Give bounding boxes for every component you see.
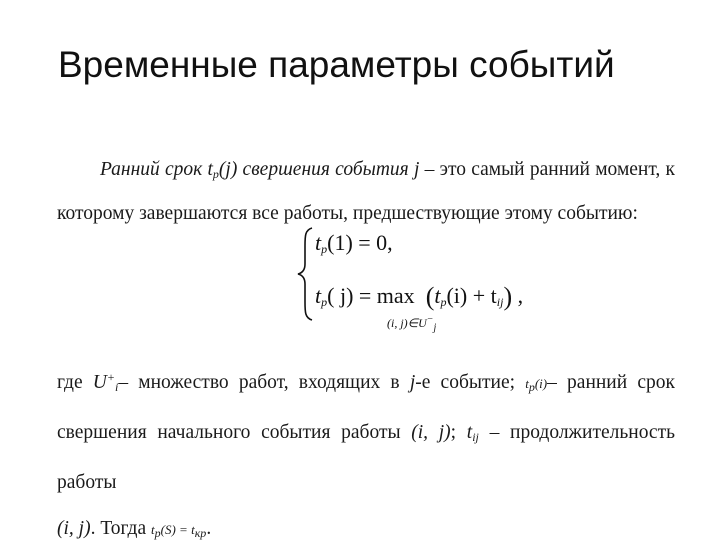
ij-symbol: (i, j): [57, 518, 91, 539]
left-brace: [295, 226, 315, 322]
t-symbol: t: [315, 283, 322, 308]
ij-subscript: ij: [472, 430, 479, 444]
s-arg: (S) = t: [160, 522, 195, 537]
recurrence-rhs: (i) + t: [446, 283, 497, 308]
explanation-line-2: [57, 410, 675, 506]
p-subscript: p: [528, 380, 535, 394]
i-arg: (i): [534, 376, 548, 391]
formula-recurrence: [315, 282, 523, 312]
u-superscript: +: [106, 370, 115, 384]
slide-title: Временные параметры событий: [58, 44, 615, 85]
u-subscript: i: [114, 380, 119, 394]
max-range: (i, j)∈U: [387, 316, 427, 330]
max-subscript: [387, 314, 436, 333]
explanation-line-1: [57, 354, 675, 410]
t-symbol: t: [434, 283, 441, 308]
recurrence-formula: [295, 226, 575, 336]
text: где: [57, 372, 93, 393]
ij-symbol: (i, j): [411, 422, 451, 443]
max-range-sup: −: [426, 314, 434, 325]
recurrence-lhs: ( j) = max: [327, 283, 415, 308]
text: – продолжительность работы: [57, 422, 676, 493]
formula-base-case: [315, 230, 393, 257]
explanation-paragraph: [57, 354, 675, 556]
p-subscript: p: [321, 242, 328, 256]
close-paren: ): [503, 282, 513, 311]
kr-subscript: кр: [194, 526, 207, 540]
definition-term-rest: (j) свершения события j: [218, 159, 420, 180]
text: ;: [450, 422, 467, 443]
definition-line-1: [57, 150, 675, 194]
max-range-sub: j: [433, 322, 437, 334]
text: свершения начального события работы: [57, 422, 412, 443]
p-subscript: p: [321, 295, 328, 309]
definition-line-2: которому завершаются все работы, предшествующие этому событию:: [57, 203, 638, 224]
tp-subscript: р: [212, 167, 219, 181]
definition-paragraph: [57, 150, 675, 233]
j-symbol: j: [409, 372, 416, 393]
definition-term: Ранний срок: [100, 159, 208, 180]
t-symbol: t: [315, 230, 322, 255]
t-symbol: t: [525, 376, 529, 391]
text: – ранний срок: [547, 372, 675, 393]
ij-subscript: ij: [496, 295, 504, 309]
text: – множество работ, входящих в: [118, 372, 410, 393]
base-case-text: (1) = 0,: [327, 230, 393, 255]
p-subscript: p: [440, 295, 447, 309]
tp-symbol: t: [207, 159, 213, 180]
period: .: [206, 518, 212, 539]
text: . Тогда: [90, 518, 152, 539]
text: -е событие;: [415, 372, 526, 393]
explanation-line-3: [57, 506, 675, 556]
open-paren: (: [425, 282, 435, 311]
formula-comma: ,: [517, 283, 524, 308]
t-symbol: t: [466, 422, 473, 443]
p-subscript: p: [154, 526, 161, 540]
t-symbol: t: [151, 522, 155, 537]
u-symbol: U: [92, 372, 107, 393]
definition-text: – это самый ранний момент, к: [419, 159, 675, 180]
